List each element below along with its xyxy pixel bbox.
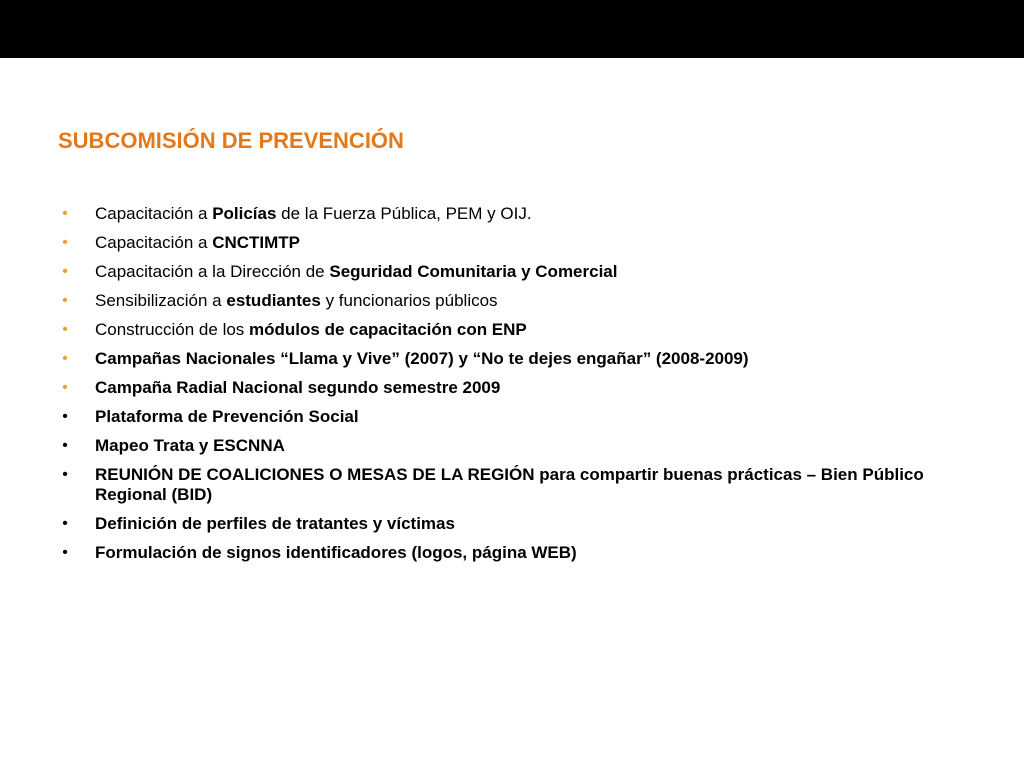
bullet-text-bold: Seguridad Comunitaria y Comercial [329,262,618,281]
bullet-text-bold: Formulación de signos identificadores (logos, página WEB) [95,543,577,562]
bullet-item [58,543,978,563]
slide-title: SUBCOMISIÓN DE PREVENCIÓN [58,128,404,153]
bullet-item [58,378,978,398]
bullet-text-bold: Plataforma de Prevención Social [95,407,359,426]
bullet-dot-icon: • [62,408,68,425]
bullet-text-bold: CNCTIMTP [212,233,301,252]
bullet-dot-icon: • [62,234,68,251]
bullet-text: Sensibilización a [95,291,227,310]
bullet-text: de la Fuerza Pública, PEM y OIJ. [276,204,532,223]
bullet-dot-icon: • [62,263,68,280]
bullet-item [58,349,978,369]
bullet-item [58,465,978,505]
bullet-dot-icon: • [62,466,68,483]
bullet-item [58,262,978,282]
bullet-item [58,436,978,456]
bullet-text-bold: Mapeo Trata y ESCNNA [95,436,285,455]
bullet-item [58,407,978,427]
bullet-dot-icon: • [62,515,68,532]
bullet-dot-icon: • [62,379,68,396]
bullet-text-bold: módulos de capacitación con ENP [249,320,527,339]
bullet-text: Capacitación a [95,233,213,252]
bullet-dot-icon: • [62,292,68,309]
bullet-text: Capacitación a [95,204,213,223]
bullet-dot-icon: • [62,544,68,561]
bullet-item [58,514,978,534]
bullet-item [58,291,978,311]
bullet-text-bold: Campaña Radial Nacional segundo semestre 2009 [95,378,501,397]
bullet-text-bold: Definición de perfiles de tratantes y víctimas [95,514,455,533]
bullet-list [58,204,978,572]
bullet-text-bold: estudiantes [226,291,321,310]
bullet-text-bold: Campañas Nacionales “Llama y Vive” (2007) y “No te dejes engañar” (2008-2009) [95,349,749,368]
bullet-text-bold: REUNIÓN DE COALICIONES O MESAS DE LA REGIÓN para compartir buenas prácticas – Bien Público Regional (BID) [95,465,924,504]
bullet-item [58,320,978,340]
bullet-item [58,204,978,224]
bullet-text-bold: Policías [212,204,277,223]
bullet-dot-icon: • [62,321,68,338]
bullet-dot-icon: • [62,350,68,367]
bullet-text: y funcionarios públicos [320,291,498,310]
bullet-dot-icon: • [62,437,68,454]
bullet-dot-icon: • [62,205,68,222]
bullet-item [58,233,978,253]
top-bar [0,0,1024,58]
bullet-text: Construcción de los [95,320,250,339]
bullet-text: Capacitación a la Dirección de [95,262,330,281]
